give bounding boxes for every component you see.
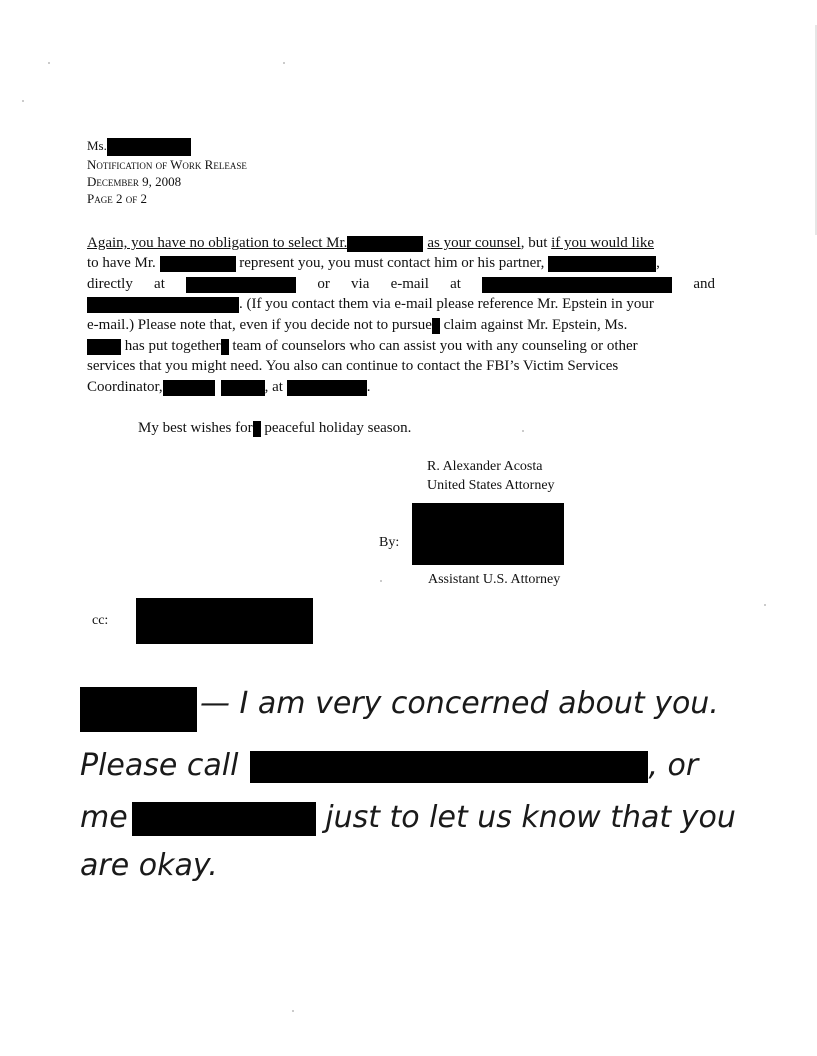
closing-line: My best wishes for peaceful holiday season. <box>138 420 412 436</box>
body-line-2: to have Mr. represent you, you must contact him or his partner, , <box>87 255 660 271</box>
handwritten-line-1: — I am very concerned about you. <box>200 686 719 721</box>
body-line-4: . (If you contact them via e-mail please reference Mr. Epstein in your <box>87 294 715 314</box>
by-label: By: <box>379 535 400 550</box>
redaction-block <box>160 256 236 272</box>
body-line-1: Again, you have no obligation to select Mr. as your counsel, but if you would like <box>87 235 655 251</box>
signer-role: Assistant U.S. Attorney <box>428 572 561 587</box>
redaction-block <box>132 802 316 836</box>
redaction-block <box>186 277 296 293</box>
handwritten-redaction <box>80 687 197 732</box>
scan-speck <box>764 604 766 606</box>
redaction-block <box>432 318 440 334</box>
scan-speck <box>283 62 285 64</box>
body-line-6: has put together team of counselors who can assist you with any counseling or other <box>87 336 715 356</box>
subject-line: Notification of Work Release <box>87 157 247 173</box>
redaction-block <box>87 339 121 355</box>
scan-speck <box>48 62 50 64</box>
recipient-prefix: Ms. <box>87 138 107 153</box>
date-line: December 9, 2008 <box>87 174 182 190</box>
handwritten-line-4: are okay. <box>80 848 218 883</box>
cc-label: cc: <box>92 613 109 628</box>
letter-header <box>87 137 247 207</box>
scan-speck <box>22 100 24 102</box>
handwritten-line-3: me just to let us know that you <box>80 800 736 835</box>
page-number: Page 2 of 2 <box>87 191 147 207</box>
signature-redaction <box>412 503 564 565</box>
handwritten-line-2: Please call , or <box>80 748 699 783</box>
scan-speck <box>522 430 524 432</box>
redaction-block <box>482 277 672 293</box>
redaction-block <box>107 138 191 156</box>
redaction-block <box>287 380 367 396</box>
body-line-8: Coordinator, , at . <box>87 379 371 395</box>
redaction-block <box>221 339 229 355</box>
redaction-block <box>548 256 656 272</box>
redaction-block <box>221 380 265 396</box>
body-line-7: services that you might need. You also can continue to contact the FBI’s Victim Services <box>87 358 619 374</box>
redaction-block <box>163 380 215 396</box>
redaction-block <box>250 751 648 783</box>
signer-name: R. Alexander Acosta <box>427 459 543 474</box>
redaction-block <box>253 421 261 437</box>
redaction-block <box>87 297 239 313</box>
redaction-block <box>347 236 423 252</box>
body-line-3: directly at or via e-mail at and <box>87 276 716 292</box>
cc-redaction <box>136 598 313 644</box>
scan-speck <box>292 1010 294 1012</box>
scan-speck <box>380 580 382 582</box>
recipient-line <box>87 137 247 156</box>
body-line-5: e-mail.) Please note that, even if you decide not to pursue claim against Mr. Epstein, Ms. <box>87 317 628 333</box>
signer-title: United States Attorney <box>427 478 555 493</box>
